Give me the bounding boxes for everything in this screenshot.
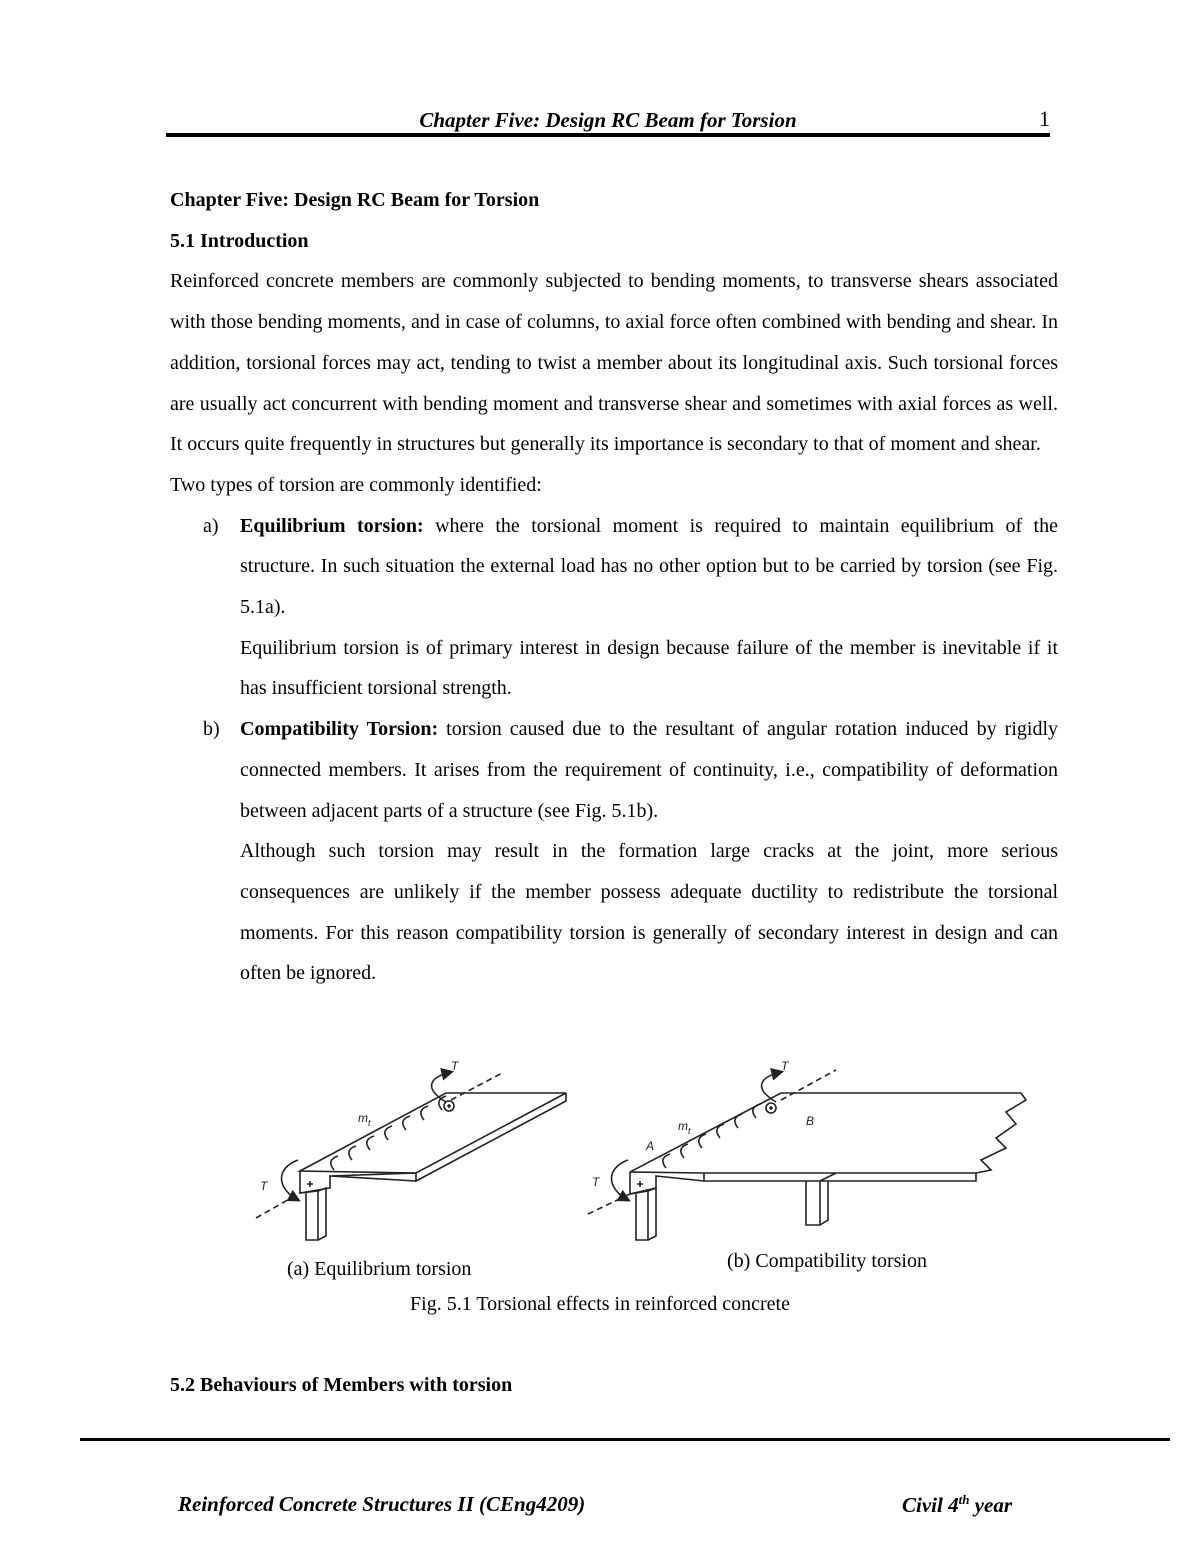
list-item-compatibility: [170, 709, 1058, 831]
page-header: [166, 104, 1050, 138]
torque-label-b-left: T: [592, 1175, 600, 1189]
header-title: Chapter Five: Design RC Beam for Torsion: [419, 108, 797, 132]
torsion-figure-drawing: [236, 1050, 1046, 1250]
point-b-label: B: [806, 1114, 815, 1128]
equilibrium-definition: where the torsional moment is required to maintain equilibrium of the structure. In such situation the external load has no other option but to be carried by torsion (see Fig. 5.1a).: [240, 514, 1058, 619]
section-heading-behaviours: 5.2 Behaviours of Members with torsion: [170, 1374, 513, 1396]
distributed-torque-label-b: $m_t$: [678, 1119, 691, 1136]
caption-equilibrium: (a) Equilibrium torsion: [287, 1258, 472, 1280]
distributed-torque-label-a: $m_t$: [358, 1111, 371, 1128]
list-marker: a): [203, 514, 219, 537]
document-body: [170, 180, 1058, 994]
footer-year: Civil 4th year: [901, 1492, 1012, 1517]
torque-label-a-left: T: [260, 1179, 268, 1193]
torque-label-a-top: T: [451, 1059, 459, 1073]
compatibility-definition: torsion caused due to the resultant of angular rotation induced by rigidly connected members. It arises from the requirement of continuity, i.e., compatibility of deformation between adjacent parts of a structure (see Fig. 5.1b).: [240, 718, 1058, 822]
header-rule: [166, 133, 1050, 137]
term-compatibility-torsion: Compatibility Torsion:: [240, 718, 439, 741]
page-number: 1: [1039, 106, 1050, 131]
term-equilibrium-torsion: Equilibrium torsion:: [240, 514, 424, 537]
intro-paragraph: Reinforced concrete members are commonly subjected to bending moments, to transverse shears associated with those bending moments, and in case of columns, to axial force often combined with bending and shear. In addition, torsional forces may act, tending to twist a member about its longitudinal axis. Such torsional forces are usually act concurrent with bending moment and transverse shear and sometimes with axial forces as well. It occurs quite frequently in structures but generally its importance is secondary to that of moment and shear.: [170, 270, 1058, 456]
point-a-label: A: [646, 1139, 655, 1153]
caption-compatibility: (b) Compatibility torsion: [727, 1250, 927, 1272]
footer-rule: [80, 1438, 1170, 1441]
list-item-equilibrium: [170, 506, 1058, 628]
compatibility-note: Although such torsion may result in the formation large cracks at the joint, more serious consequences are unlikely if the member possess adequate ductility to redistribute the torsional moments. For this reason compatibility torsion is generally of secondary interest in design and can often be ignored.: [240, 840, 1058, 985]
chapter-title: Chapter Five: Design RC Beam for Torsion: [170, 189, 540, 211]
types-intro: Two types of torsion are commonly identified:: [170, 473, 542, 496]
figure-a-equilibrium: [256, 1072, 566, 1240]
figure-b-compatibility: [588, 1070, 1026, 1240]
torque-label-b-top: T: [781, 1059, 789, 1073]
equilibrium-note: Equilibrium torsion is of primary interest in design because failure of the member is inevitable if it has insufficient torsional strength.: [240, 636, 1058, 700]
section-heading-intro: 5.1 Introduction: [170, 229, 309, 252]
list-marker: b): [203, 718, 220, 741]
footer-course: Reinforced Concrete Structures II (CEng4209): [178, 1492, 586, 1516]
figure-caption: Fig. 5.1 Torsional effects in reinforced concrete: [410, 1293, 790, 1315]
